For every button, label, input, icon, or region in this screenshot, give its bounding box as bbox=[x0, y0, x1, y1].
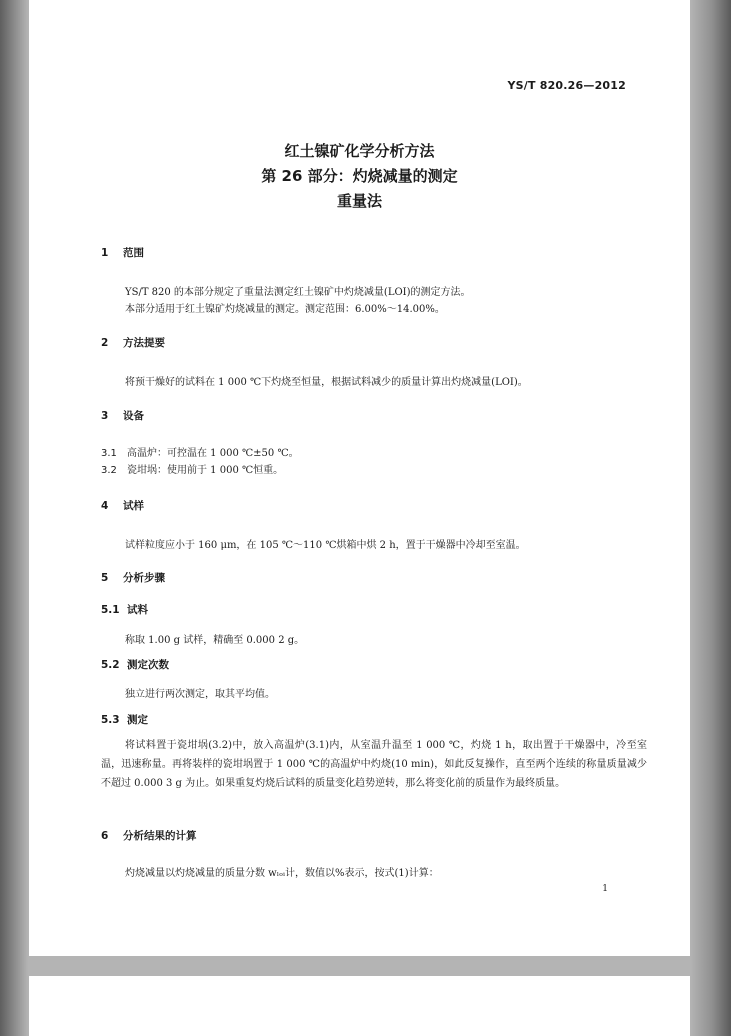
section-3-item-2-text: 瓷坩埚：使用前于 1 000 ℃恒重。 bbox=[127, 465, 284, 476]
section-5-3-para bbox=[101, 736, 647, 793]
page-number: 1 bbox=[602, 884, 608, 894]
section-4-number: 4 bbox=[101, 500, 109, 512]
section-5-3-title: 测定 bbox=[127, 714, 148, 726]
title-line-2: 第 26 部分：灼烧减量的测定 bbox=[261, 167, 458, 185]
section-3-title: 设备 bbox=[123, 410, 144, 422]
section-3-item-1 bbox=[101, 444, 299, 459]
title-line-3: 重量法 bbox=[336, 192, 382, 210]
section-5-1-title: 试料 bbox=[127, 604, 148, 616]
section-1-para-1: YS/T 820 的本部分规定了重量法测定红土镍矿中灼烧减量(LOI)的测定方法。 bbox=[125, 287, 471, 298]
section-2-number: 2 bbox=[101, 337, 109, 349]
section-5-heading bbox=[101, 570, 165, 585]
next-page bbox=[29, 976, 690, 1036]
section-5-title: 分析步骤 bbox=[123, 572, 165, 584]
section-5-1-para: 称取 1.00 g 试样，精确至 0.000 2 g。 bbox=[125, 635, 305, 646]
section-2-para-1: 将预干燥好的试料在 1 000 ℃下灼烧至恒量，根据试料减少的质量计算出灼烧减量(LOI)。 bbox=[125, 377, 528, 388]
section-5-2-number: 5.2 bbox=[101, 659, 120, 671]
section-4-para-1: 试样粒度应小于 160 μm，在 105 ℃～110 ℃烘箱中烘 2 h，置于干燥器中冷却至室温。 bbox=[125, 540, 526, 551]
section-3-item-2-number: 3.2 bbox=[101, 465, 117, 476]
section-3-number: 3 bbox=[101, 410, 109, 422]
section-6-para-1: 灼烧减量以灼烧减量的质量分数 wₗₒᵢ计，数值以%表示，按式(1)计算： bbox=[125, 868, 439, 879]
standard-number: YS/T 820.26—2012 bbox=[507, 79, 626, 92]
section-3-item-1-text: 高温炉：可控温在 1 000 ℃±50 ℃。 bbox=[127, 448, 299, 459]
section-4-title: 试样 bbox=[123, 500, 144, 512]
section-5-number: 5 bbox=[101, 572, 109, 584]
section-1-title: 范围 bbox=[123, 247, 144, 259]
section-5-2-para: 独立进行两次测定，取其平均值。 bbox=[125, 689, 275, 700]
section-5-3-para-text: 将试料置于瓷坩埚(3.2)中，放入高温炉(3.1)内，从室温升温至 1 000 ℃，灼烧 1 h，取出置于干燥器中，冷至室温，迅速称量。再将装样的瓷坩埚置于 1 000 ℃的高温炉中灼烧(10 min)，如此反复操作，直至两个连续的称量质量减少不超过 0.000 3 g 为止。如果重复灼烧后试料的质量变化趋势逆转，那么将变化前的质量作为最终质量。 bbox=[101, 740, 647, 789]
section-5-1-number: 5.1 bbox=[101, 604, 120, 616]
section-2-heading bbox=[101, 335, 165, 350]
section-5-2-title: 测定次数 bbox=[127, 659, 169, 671]
document-page bbox=[29, 0, 690, 956]
section-5-2-heading bbox=[101, 657, 169, 672]
section-5-1-heading bbox=[101, 602, 148, 617]
section-5-3-heading bbox=[101, 712, 148, 727]
section-1-number: 1 bbox=[101, 247, 109, 259]
section-3-item-1-number: 3.1 bbox=[101, 448, 117, 459]
title-line-1: 红土镍矿化学分析方法 bbox=[284, 142, 435, 160]
section-6-number: 6 bbox=[101, 830, 109, 842]
section-3-item-2 bbox=[101, 461, 283, 476]
section-4-heading bbox=[101, 498, 144, 513]
section-6-title: 分析结果的计算 bbox=[123, 830, 197, 842]
section-1-para-2: 本部分适用于红土镍矿灼烧减量的测定。测定范围：6.00%～14.00%。 bbox=[125, 304, 445, 315]
section-6-heading bbox=[101, 828, 197, 843]
section-1-heading bbox=[101, 245, 144, 260]
section-2-title: 方法提要 bbox=[123, 337, 165, 349]
section-3-heading bbox=[101, 408, 144, 423]
section-5-3-number: 5.3 bbox=[101, 714, 120, 726]
